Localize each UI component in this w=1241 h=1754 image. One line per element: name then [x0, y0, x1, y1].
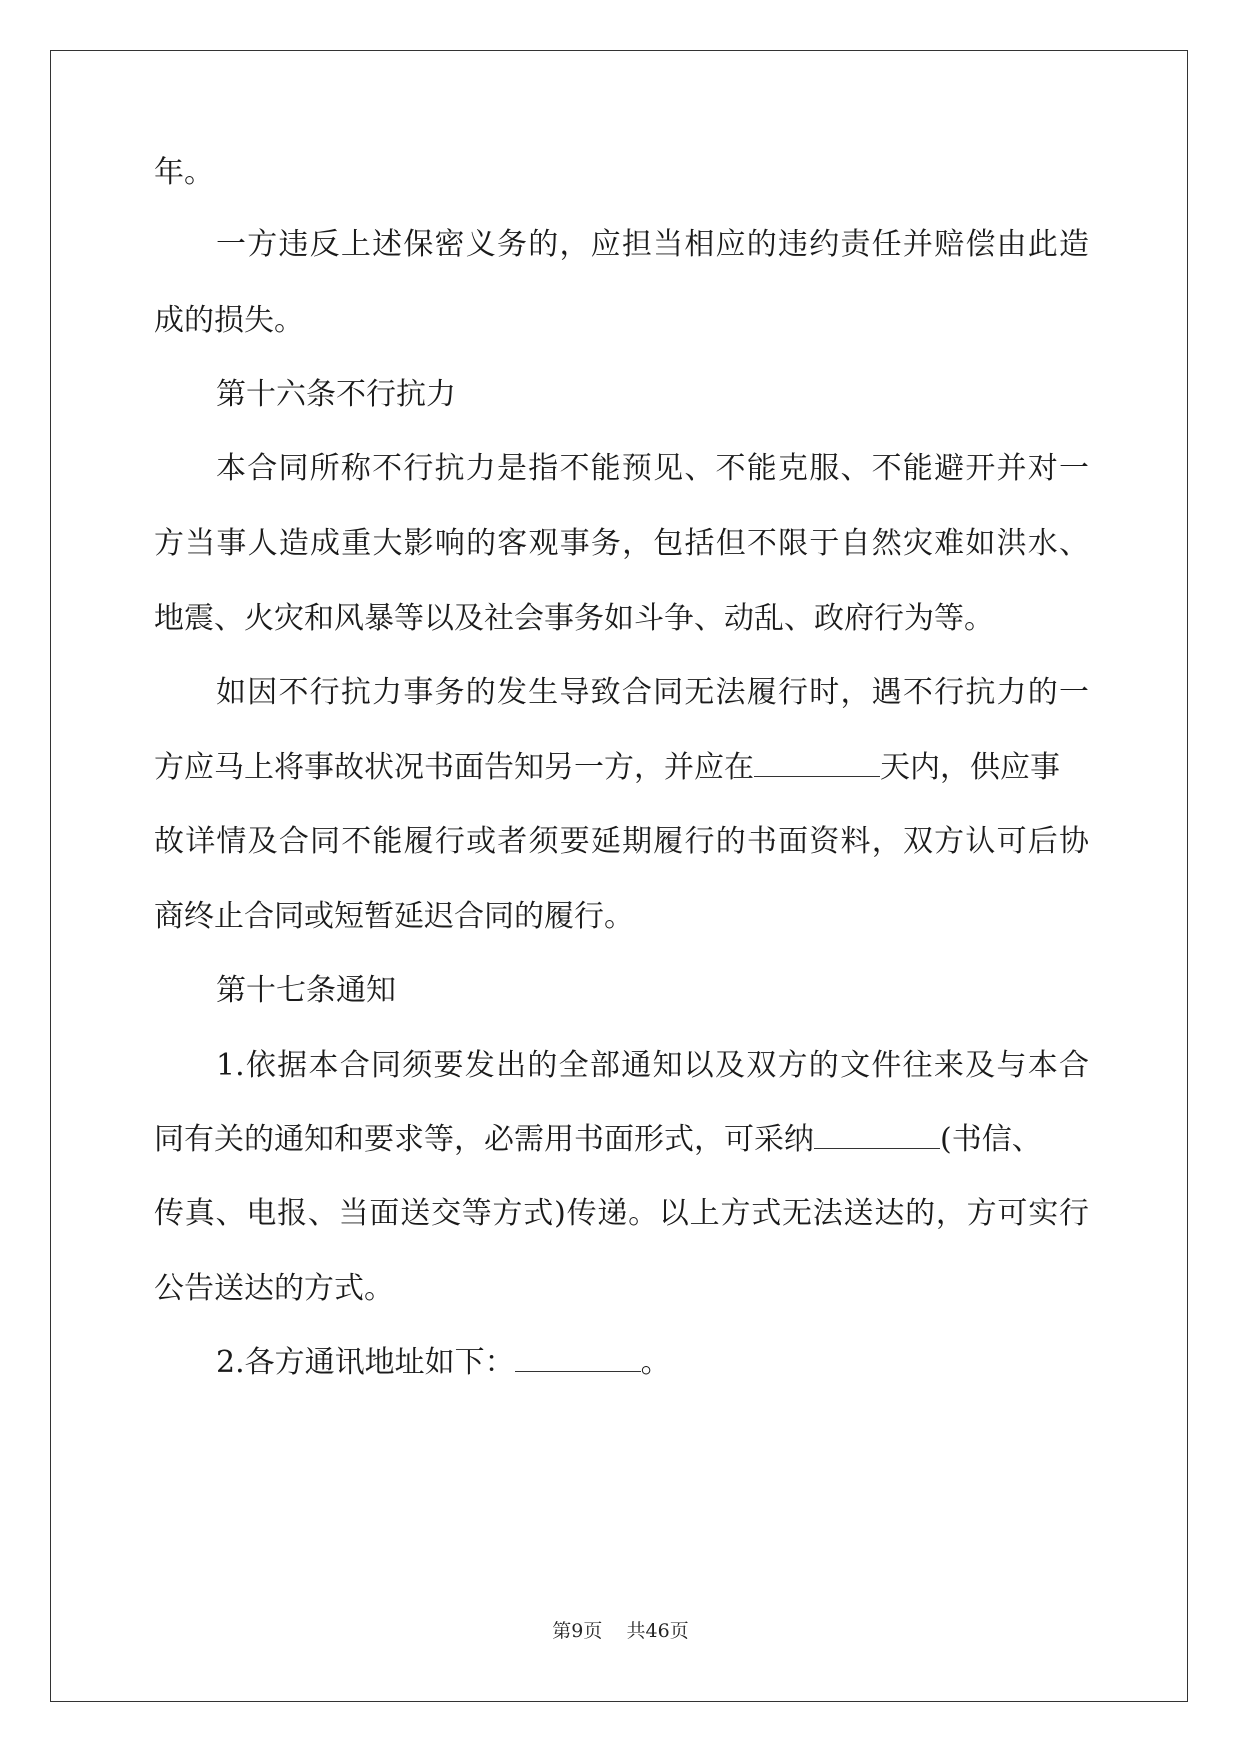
paragraph-line	[154, 748, 1089, 788]
fill-in-blank	[754, 750, 880, 777]
paragraph-line: 本合同所称不行抗力是指不能预见、不能克服、不能避开并对一	[216, 451, 1089, 486]
paragraph-line: 成的损失。	[154, 303, 304, 338]
paragraph-line	[154, 1120, 1089, 1160]
paragraph-line: 地震、火灾和风暴等以及社会事务如斗争、动乱、政府行为等。	[154, 601, 994, 636]
total-pages: 46	[645, 1620, 670, 1642]
total-prefix: 共	[626, 1620, 646, 1642]
text-segment: 2.各方通讯地址如下：	[216, 1345, 515, 1380]
text-segment: 方应马上将事故状况书面告知另一方，并应在	[154, 750, 754, 785]
paragraph-line: 方当事人造成重大影响的客观事务，包括但不限于自然灾难如洪水、	[154, 526, 1089, 561]
fill-in-blank	[515, 1345, 641, 1372]
paragraph-line: 传真、电报、当面送交等方式)传递。以上方式无法送达的，方可实行	[154, 1196, 1089, 1231]
page-footer	[0, 1619, 1241, 1643]
page-label-suffix: 页	[583, 1620, 603, 1642]
page-frame	[50, 50, 1188, 1702]
paragraph-line: 公告送达的方式。	[154, 1271, 394, 1306]
page-label-prefix: 第	[552, 1620, 572, 1642]
fill-in-blank	[814, 1122, 940, 1149]
paragraph-line: 故详情及合同不能履行或者须要延期履行的书面资料，双方认可后协	[154, 824, 1089, 859]
paragraph-line: 一方违反上述保密义务的，应担当相应的违约责任并赔偿由此造	[216, 227, 1089, 262]
paragraph-line	[216, 1343, 1089, 1383]
page-number: 9	[571, 1620, 584, 1642]
text-segment: 天内，供应事	[880, 750, 1060, 785]
paragraph-line: 商终止合同或短暂延迟合同的履行。	[154, 899, 634, 934]
paragraph-line: 如因不行抗力事务的发生导致合同无法履行时，遇不行抗力的一	[216, 675, 1089, 710]
total-suffix: 页	[669, 1620, 689, 1642]
paragraph-line: 年。	[154, 155, 214, 190]
paragraph-line: 1.依据本合同须要发出的全部通知以及双方的文件往来及与本合	[216, 1048, 1089, 1083]
section-heading: 第十六条不行抗力	[216, 377, 456, 412]
text-segment: 同有关的通知和要求等，必需用书面形式，可采纳	[154, 1122, 814, 1157]
section-heading: 第十七条通知	[216, 973, 396, 1008]
text-segment: (书信、	[940, 1122, 1042, 1157]
text-segment: 。	[640, 1345, 671, 1380]
